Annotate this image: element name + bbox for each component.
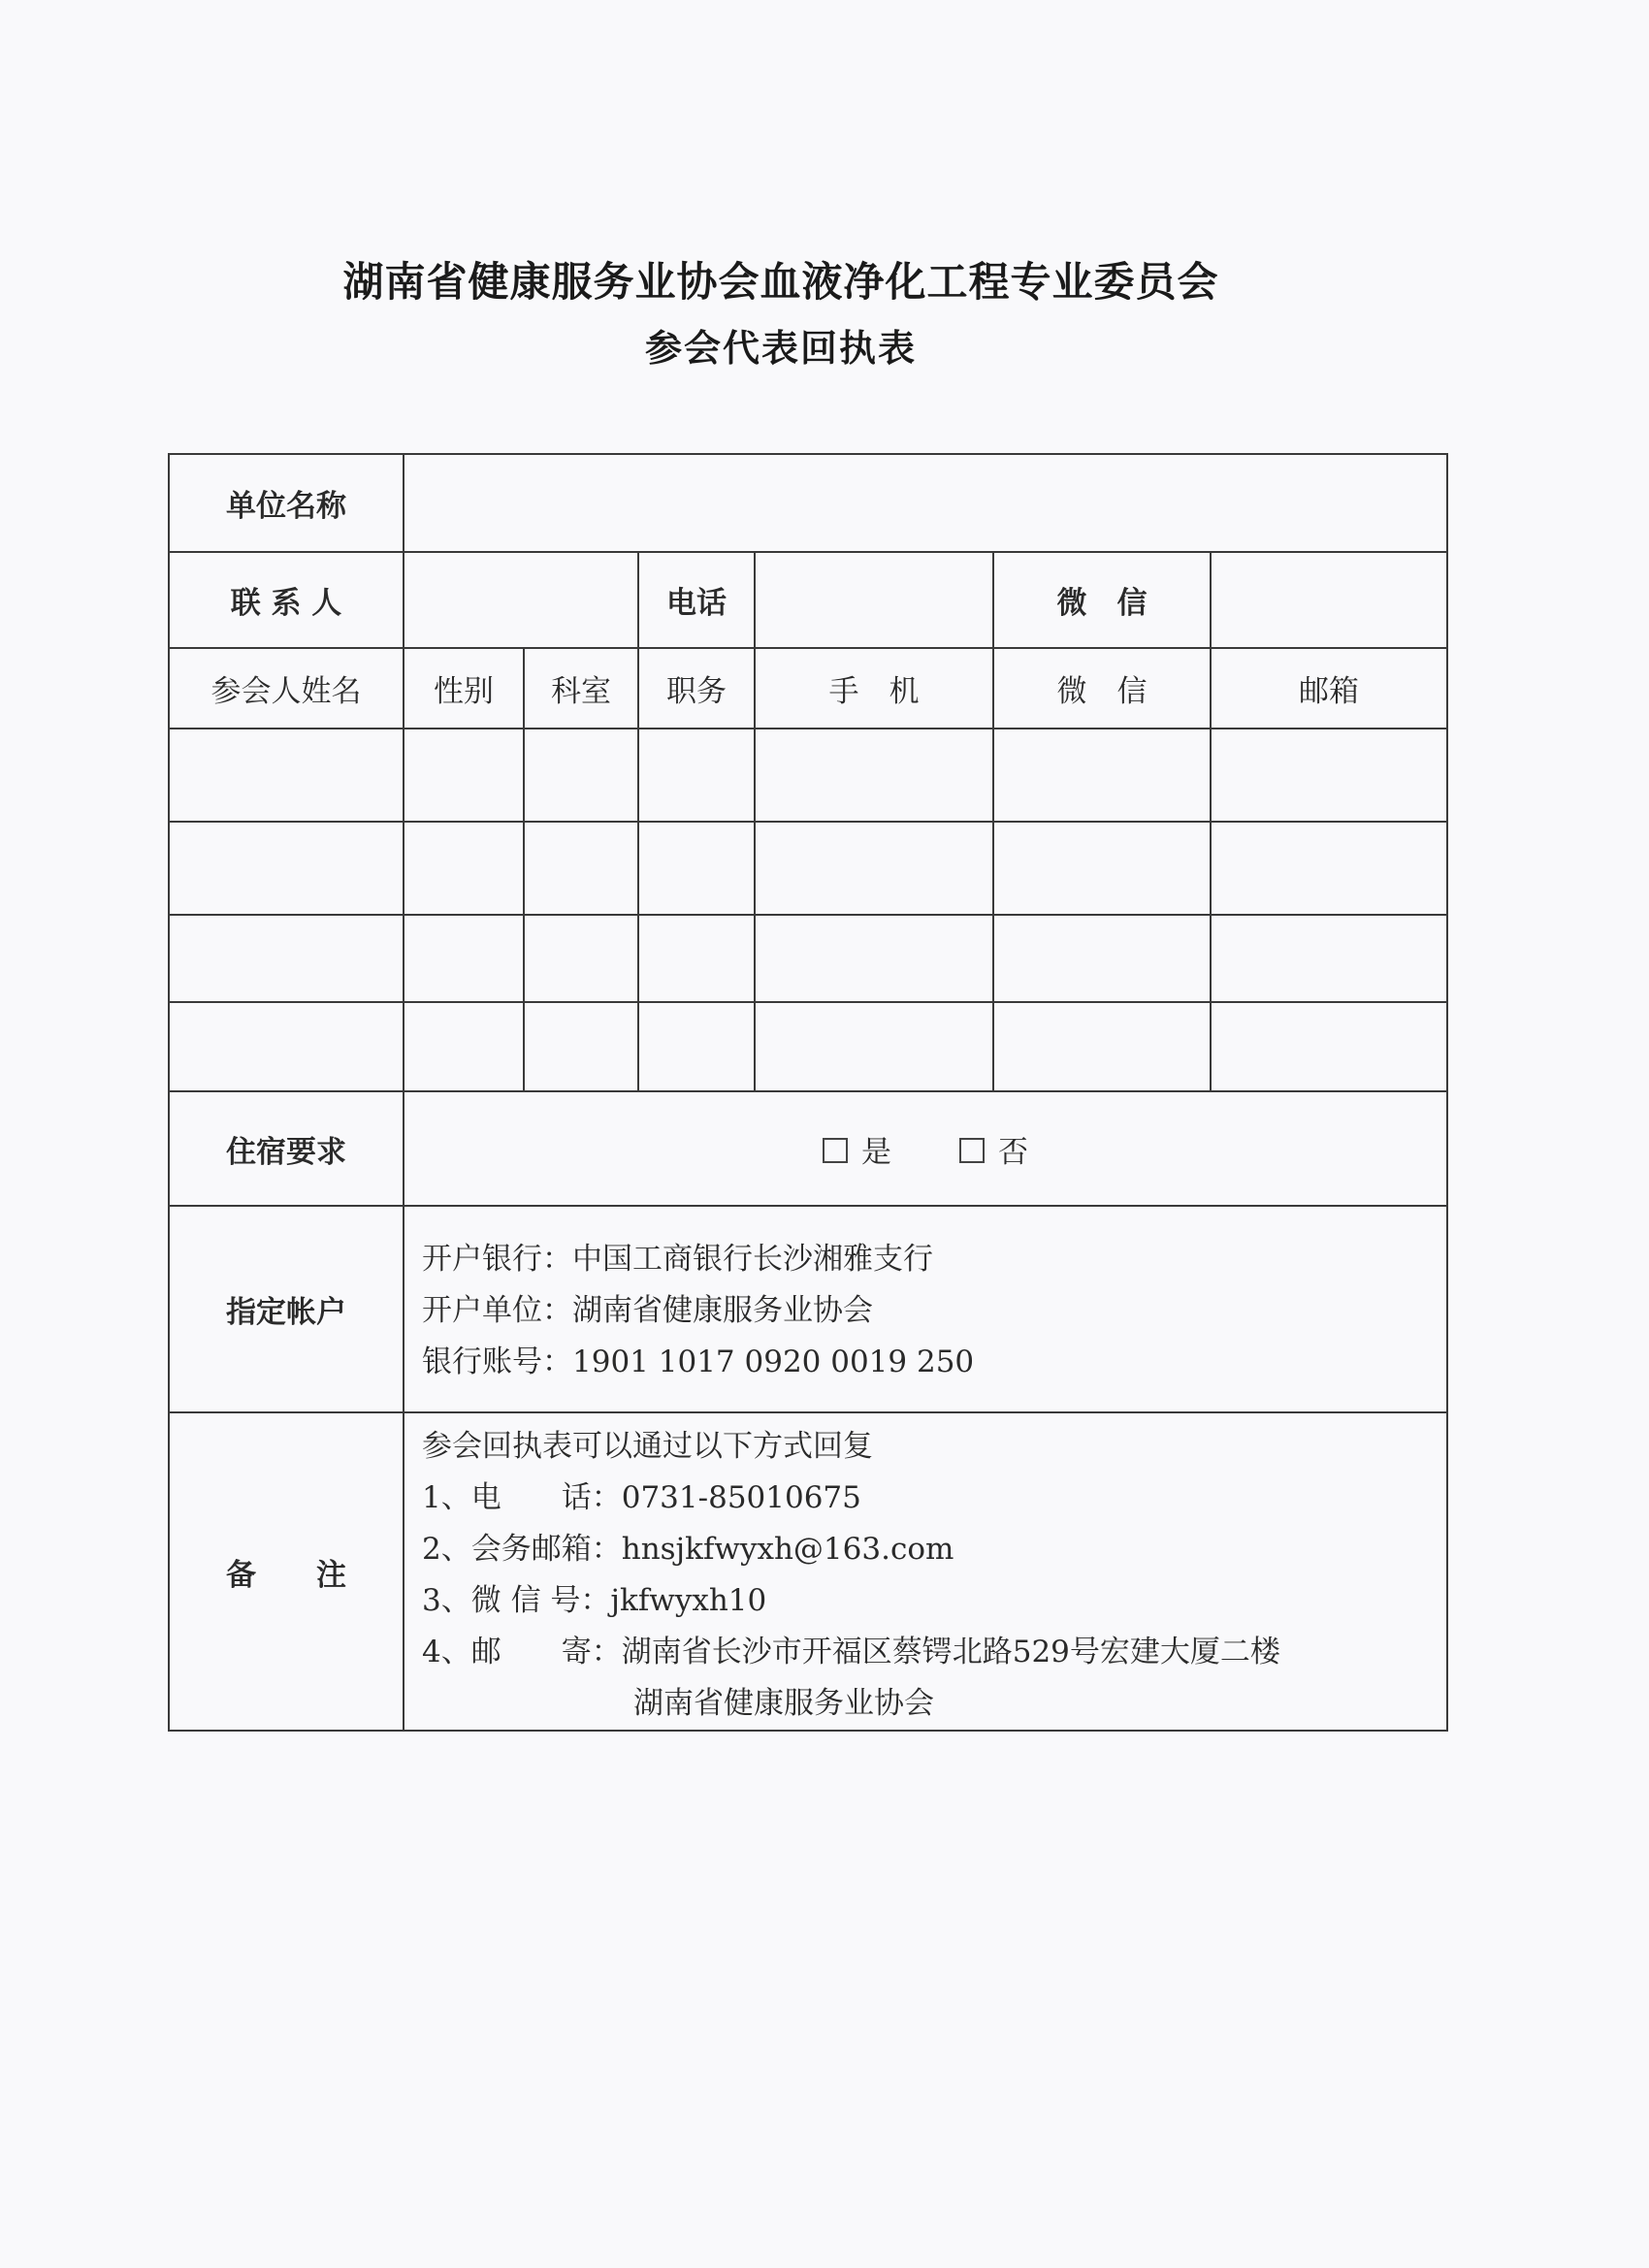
col-header-position: 职务 [638, 648, 755, 729]
attendee-wechat-cell[interactable] [993, 822, 1211, 915]
attendee-gender-cell[interactable] [404, 822, 524, 915]
attendee-name-cell[interactable] [169, 1002, 404, 1091]
attendee-wechat-cell[interactable] [993, 1002, 1211, 1091]
col-header-email: 邮箱 [1211, 648, 1447, 729]
wechat-field[interactable] [1211, 552, 1447, 648]
account-holder-line: 开户单位：湖南省健康服务业协会 [422, 1293, 873, 1328]
account-label: 指定帐户 [169, 1206, 404, 1412]
attendee-mobile-cell[interactable] [755, 1002, 993, 1091]
attendee-name-cell[interactable] [169, 729, 404, 822]
attendee-gender-cell[interactable] [404, 729, 524, 822]
attendee-name-cell[interactable] [169, 822, 404, 915]
remarks-details [404, 1412, 1447, 1731]
attendee-gender-cell[interactable] [404, 915, 524, 1002]
phone-label: 电话 [638, 552, 755, 648]
col-header-wechat: 微 信 [993, 648, 1211, 729]
lodging-yes-label: 是 [861, 1134, 892, 1170]
col-header-department: 科室 [524, 648, 638, 729]
attendee-wechat-cell[interactable] [993, 729, 1211, 822]
attendee-email-cell[interactable] [1211, 1002, 1447, 1091]
remarks-mail-line: 4、邮 寄：湖南省长沙市开福区蔡锷北路529号宏建大厦二楼 [422, 1635, 1280, 1669]
unit-row [169, 454, 1447, 552]
unit-name-field[interactable] [404, 454, 1447, 552]
lodging-label: 住宿要求 [169, 1091, 404, 1206]
unit-name-label: 单位名称 [169, 454, 404, 552]
contact-person-label: 联 系 人 [169, 552, 404, 648]
col-header-mobile: 手 机 [755, 648, 993, 729]
attendee-mobile-cell[interactable] [755, 915, 993, 1002]
lodging-no-label: 否 [998, 1134, 1029, 1170]
attendee-row [169, 915, 1447, 1002]
attendee-position-cell[interactable] [638, 1002, 755, 1091]
lodging-yes-option[interactable] [823, 1127, 891, 1171]
account-row [169, 1206, 1447, 1412]
col-header-name: 参会人姓名 [169, 648, 404, 729]
form-subtitle: 参会代表回执表 [644, 327, 917, 370]
remarks-mail-recipient-line: 湖南省健康服务业协会 [633, 1686, 934, 1721]
wechat-label: 微 信 [993, 552, 1211, 648]
phone-field[interactable] [755, 552, 993, 648]
account-details [404, 1206, 1447, 1412]
attendee-row [169, 822, 1447, 915]
contact-row [169, 552, 1447, 648]
remarks-label: 备 注 [169, 1412, 404, 1731]
attendee-department-cell[interactable] [524, 729, 638, 822]
checkbox-icon[interactable] [823, 1138, 848, 1163]
attendee-department-cell[interactable] [524, 1002, 638, 1091]
remarks-intro-line: 参会回执表可以通过以下方式回复 [422, 1429, 873, 1464]
lodging-row [169, 1091, 1447, 1206]
attendee-mobile-cell[interactable] [755, 729, 993, 822]
col-header-gender: 性别 [404, 648, 524, 729]
attendee-email-cell[interactable] [1211, 729, 1447, 822]
remarks-wechat-line: 3、微 信 号：jkfwyxh10 [422, 1583, 767, 1618]
attendee-mobile-cell[interactable] [755, 822, 993, 915]
registration-form-table [168, 453, 1448, 1732]
attendee-email-cell[interactable] [1211, 822, 1447, 915]
remarks-email-line: 2、会务邮箱：hnsjkfwyxh@163.com [422, 1532, 954, 1567]
attendee-row [169, 729, 1447, 822]
attendee-department-cell[interactable] [524, 915, 638, 1002]
lodging-no-option[interactable] [959, 1127, 1028, 1171]
remarks-row [169, 1412, 1447, 1731]
attendee-department-cell[interactable] [524, 822, 638, 915]
attendee-gender-cell[interactable] [404, 1002, 524, 1091]
attendee-row [169, 1002, 1447, 1091]
contact-person-field[interactable] [404, 552, 638, 648]
attendee-header-row [169, 648, 1447, 729]
attendee-email-cell[interactable] [1211, 915, 1447, 1002]
form-title: 湖南省健康服务业协会血液净化工程专业委员会 [342, 258, 1219, 306]
attendee-position-cell[interactable] [638, 822, 755, 915]
lodging-options [404, 1091, 1447, 1206]
bank-name-line: 开户银行：中国工商银行长沙湘雅支行 [422, 1242, 933, 1277]
attendee-wechat-cell[interactable] [993, 915, 1211, 1002]
attendee-position-cell[interactable] [638, 729, 755, 822]
attendee-position-cell[interactable] [638, 915, 755, 1002]
account-number-line: 银行账号：1901 1017 0920 0019 250 [422, 1345, 975, 1379]
attendee-name-cell[interactable] [169, 915, 404, 1002]
remarks-phone-line: 1、电 话：0731-85010675 [422, 1480, 861, 1515]
checkbox-icon[interactable] [959, 1138, 985, 1163]
